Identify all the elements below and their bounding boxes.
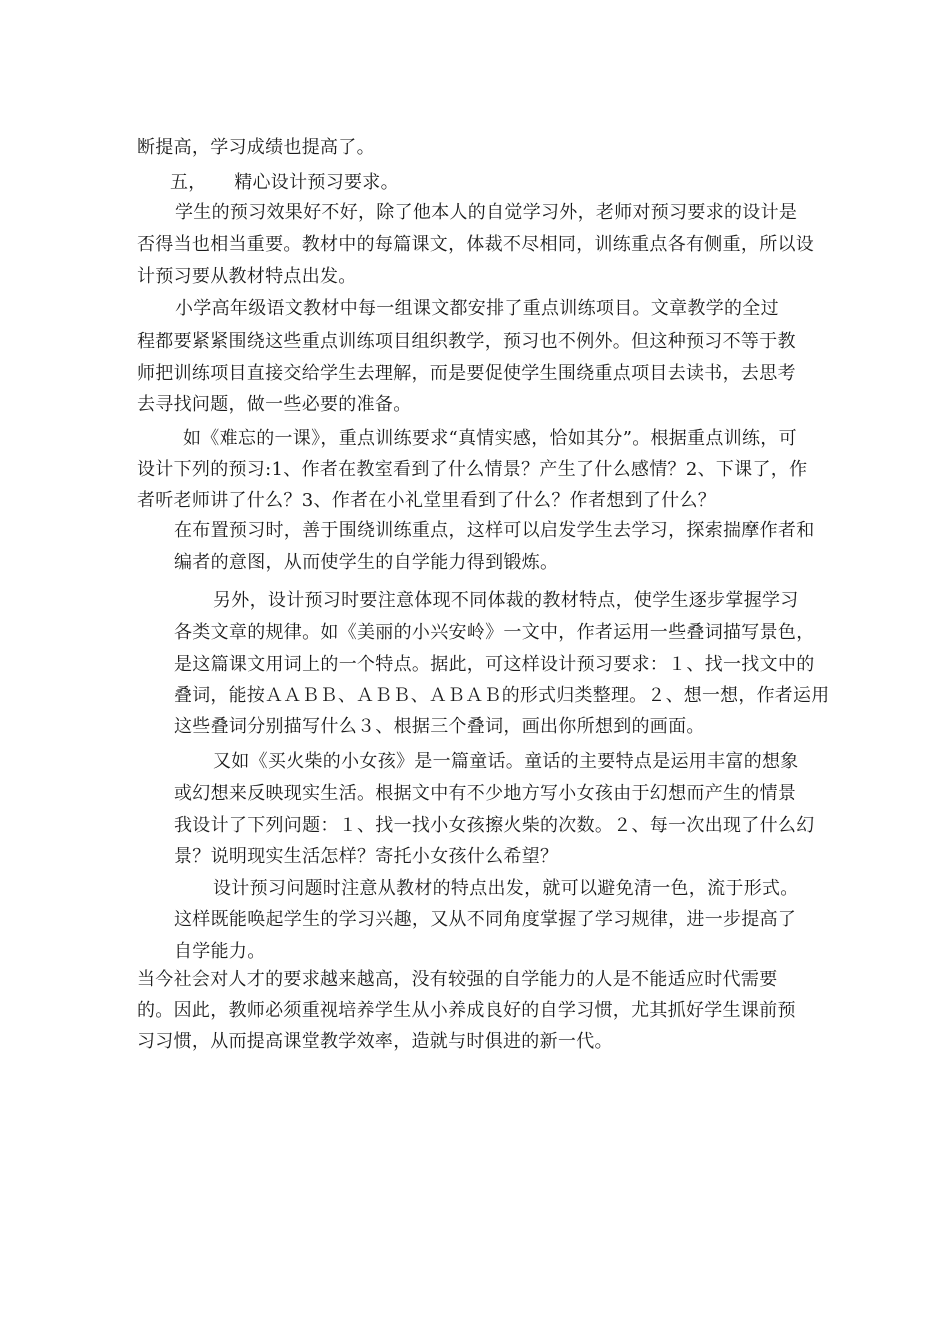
text-line: 如《难忘的一课》，重点训练要求“真情实感，恰如其分”。根据重点训练，可	[183, 428, 797, 449]
text-line: 计预习要从教材特点出发。	[137, 266, 357, 287]
text-line: 断提高，学习成绩也提高了。	[137, 137, 375, 158]
text-line: 的。因此，教师必须重视培养学生从小养成良好的自学习惯，尤其抓好学生课前预	[137, 1000, 796, 1021]
text-line: 或幻想来反映现实生活。根据文中有不少地方写小女孩由于幻想而产生的情景	[174, 783, 797, 804]
text-line: 自学能力。	[174, 941, 266, 962]
text-line: 设计预习问题时注意从教材的特点出发，就可以避免清一色，流于形式。	[213, 878, 799, 899]
text-line: 师把训练项目直接交给学生去理解，而是要促使学生围绕重点项目去读书，去思考	[137, 363, 796, 384]
text-line: 否得当也相当重要。教材中的每篇课文，体裁不尽相同，训练重点各有侧重，所以设	[137, 234, 815, 255]
text-line: 叠词，能按ＡＡＢＢ、ＡＢＢ、ＡＢＡＢ的形式归类整理。２、想一想，作者运用	[174, 685, 830, 706]
text-line: 我设计了下列问题：１、找一找小女孩擦火柴的次数。２、每一次出现了什么幻	[174, 815, 815, 836]
text-line: 编者的意图，从而使学生的自学能力得到锻炼。	[174, 552, 559, 573]
text-line: 景？说明现实生活怎样？寄托小女孩什么希望？	[174, 846, 559, 867]
text-line: 各类文章的规律。如《美丽的小兴安岭》一文中，作者运用一些叠词描写景色，	[174, 622, 815, 643]
text-line: 者听老师讲了什么？3、作者在小礼堂里看到了什么？作者想到了什么？	[137, 490, 717, 511]
text-line: 在布置预习时，善于围绕训练重点，这样可以启发学生去学习，探索揣摩作者和	[174, 520, 815, 541]
text-line: 又如《买火柴的小女孩》是一篇童话。童话的主要特点是运用丰富的想象	[213, 751, 799, 772]
section-heading: 五， 精心设计预习要求。	[170, 172, 399, 193]
text-line: 这样既能唤起学生的学习兴趣，又从不同角度掌握了学习规律，进一步提高了	[174, 909, 797, 930]
text-line: 去寻找问题，做一些必要的准备。	[137, 394, 412, 415]
text-line: 学生的预习效果好不好，除了他本人的自觉学习外，老师对预习要求的设计是	[175, 202, 798, 223]
text-line: 当今社会对人才的要求越来越高，没有较强的自学能力的人是不能适应时代需要	[137, 969, 778, 990]
text-line: 程都要紧紧围绕这些重点训练项目组织教学，预习也不例外。但这种预习不等于教	[137, 331, 796, 352]
text-line: 习习惯，从而提高课堂教学效率，造就与时俱进的新一代。	[137, 1031, 613, 1052]
text-line: 是这篇课文用词上的一个特点。据此，可这样设计预习要求：１、找一找文中的	[174, 654, 815, 675]
text-line: 另外，设计预习时要注意体现不同体裁的教材特点，使学生逐步掌握学习	[213, 590, 799, 611]
text-line: 小学高年级语文教材中每一组课文都安排了重点训练项目。文章教学的全过	[175, 298, 779, 319]
text-line: 设计下列的预习:1、作者在教室看到了什么情景？产生了什么感情？2、下课了，作	[137, 459, 808, 480]
text-line: 这些叠词分别描写什么３、根据三个叠词，画出你所想到的画面。	[174, 716, 705, 737]
